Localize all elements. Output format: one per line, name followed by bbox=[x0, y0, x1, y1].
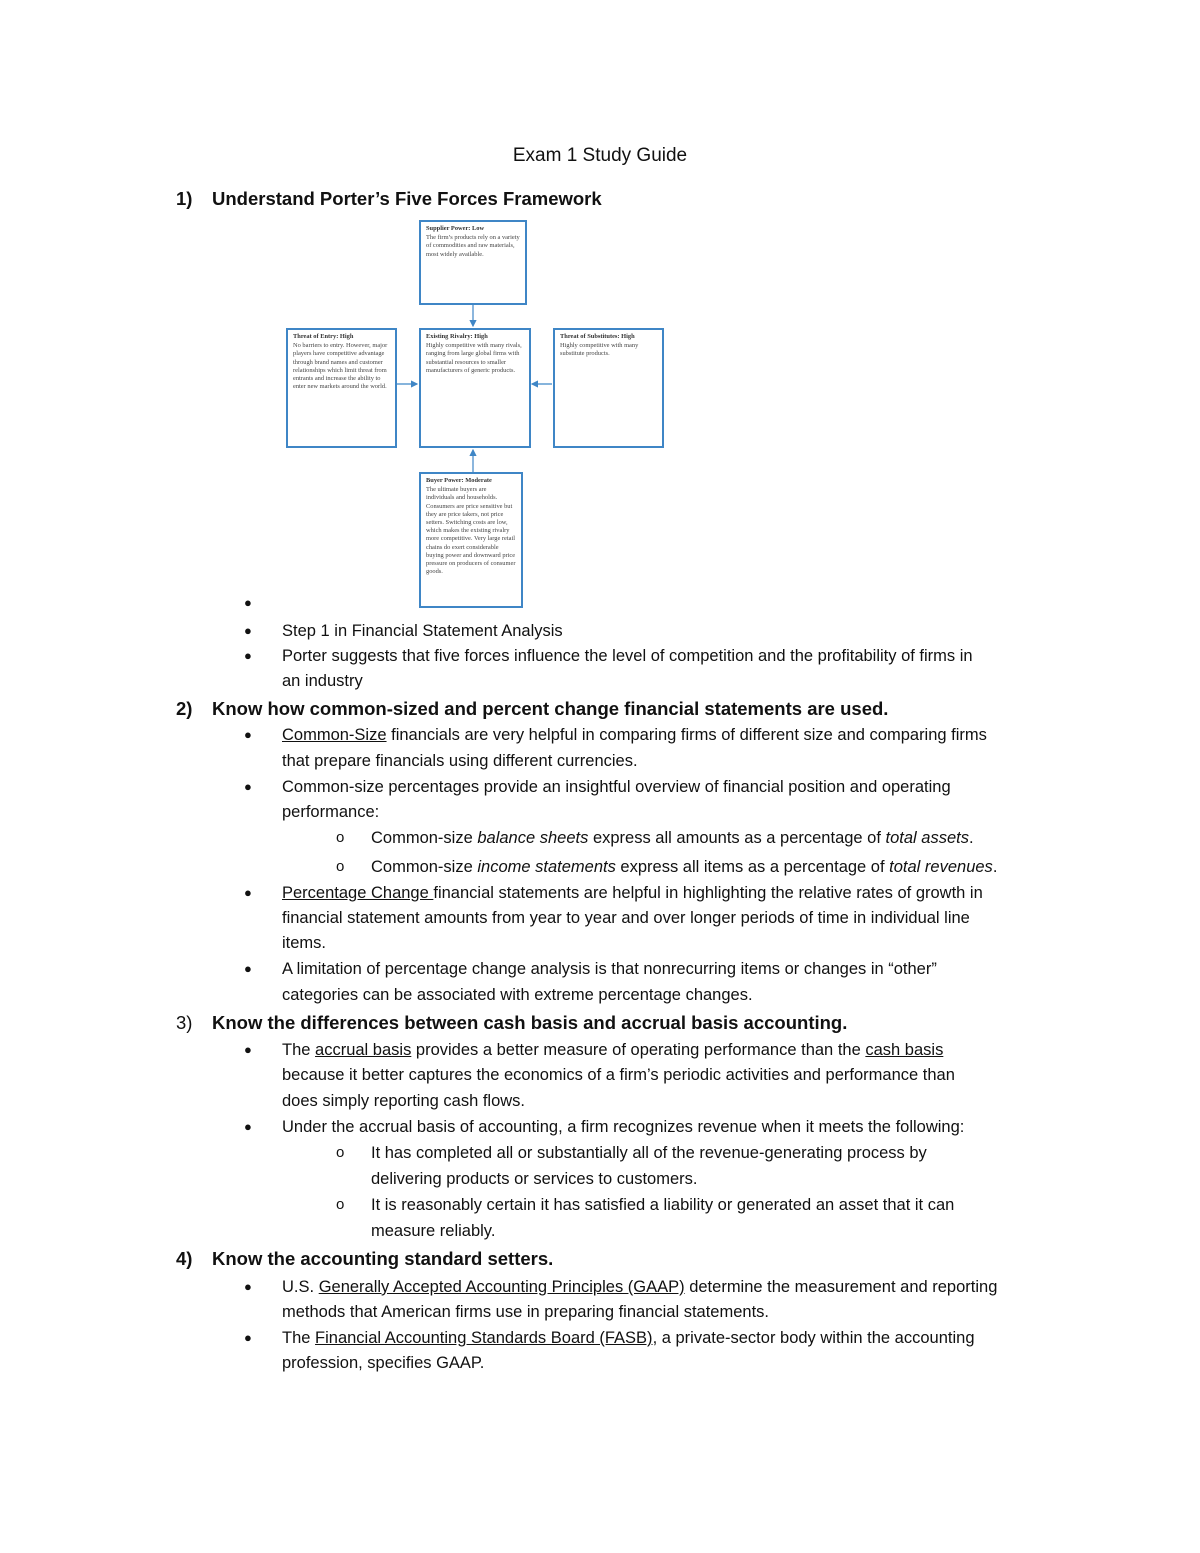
bullet-glyph: ● bbox=[244, 961, 252, 976]
bullet-glyph: ● bbox=[244, 623, 252, 638]
bullet-glyph: ● bbox=[244, 1042, 252, 1057]
bullet-glyph: ● bbox=[244, 595, 252, 610]
term-percentage-change: Percentage Change bbox=[282, 884, 434, 902]
section-title: Understand Porter’s Five Forces Framework bbox=[212, 188, 602, 209]
term-cash-basis: cash basis bbox=[865, 1041, 944, 1059]
buyer-power-text: The ultimate buyers are individuals and households. Consumers are price sensitive but they are price takers, not price setters. Switching costs are low, which makes the existing rivalry more competitive. Very large retail chains do exert considerable buying power and downward price pressure on producers of consumer goods. bbox=[426, 486, 516, 576]
bullet-glyph: ● bbox=[244, 727, 252, 742]
list-item bbox=[282, 724, 987, 746]
list-item: Under the accrual basis of accounting, a firm recognizes revenue when it meets the following: bbox=[282, 1118, 965, 1136]
supplier-power-text: The firm’s products rely on a variety of commodities and raw materials, most widely available. bbox=[426, 234, 520, 258]
text: determine the measurement and reporting bbox=[684, 1278, 998, 1296]
term-income-statements: income statements bbox=[477, 858, 616, 876]
supplier-power-box bbox=[419, 220, 527, 305]
term-total-revenues: total revenues bbox=[889, 858, 993, 876]
section-number: 4) bbox=[176, 1248, 193, 1269]
term-gaap: Generally Accepted Accounting Principles (GAAP) bbox=[318, 1278, 685, 1296]
text: , a private-sector body within the accounting bbox=[652, 1329, 975, 1347]
sub-list-item-continuation: measure reliably. bbox=[371, 1222, 496, 1240]
section-1-heading bbox=[176, 187, 602, 211]
list-item-continuation: profession, specifies GAAP. bbox=[282, 1354, 485, 1372]
bullet-glyph: ● bbox=[244, 648, 252, 663]
term-total-assets: total assets bbox=[885, 829, 969, 847]
bullet-glyph: ● bbox=[244, 1279, 252, 1294]
list-item-text: financial statements are helpful in highlighting the relative rates of growth in bbox=[433, 884, 983, 902]
list-item bbox=[282, 1039, 943, 1061]
bullet-glyph: ● bbox=[244, 779, 252, 794]
existing-rivalry-text: Highly competitive with many rivals, ranging from large global firms with substantial resources to smaller manufacturers of generic products. bbox=[426, 342, 522, 374]
page-title: Exam 1 Study Guide bbox=[512, 145, 688, 166]
section-title: Know the differences between cash basis and accrual basis accounting. bbox=[212, 1012, 848, 1033]
list-item-continuation: that prepare financials using different currencies. bbox=[282, 752, 638, 770]
section-title: Know how common-sized and percent change financial statements are used. bbox=[212, 698, 889, 719]
existing-rivalry-title: Existing Rivalry: High bbox=[426, 333, 488, 340]
term-common-size: Common-Size bbox=[282, 726, 387, 744]
section-title: Know the accounting standard setters. bbox=[212, 1248, 554, 1269]
buyer-power-box bbox=[419, 472, 523, 608]
sub-bullet-glyph: o bbox=[336, 858, 345, 875]
section-2-heading bbox=[176, 697, 888, 721]
sub-bullet-glyph: o bbox=[336, 1144, 345, 1161]
threat-of-substitutes-text: Highly competitive with many substitute products. bbox=[560, 342, 639, 358]
sub-bullet-glyph: o bbox=[336, 1196, 345, 1213]
sub-list-item bbox=[371, 856, 997, 878]
text: . bbox=[992, 858, 998, 876]
section-number: 1) bbox=[176, 188, 193, 209]
text: Common-size bbox=[371, 858, 478, 876]
list-item: A limitation of percentage change analysis is that nonrecurring items or changes in “other” bbox=[282, 960, 937, 978]
list-item bbox=[282, 1276, 997, 1298]
text: . bbox=[969, 829, 974, 847]
term-balance-sheets: balance sheets bbox=[477, 829, 589, 847]
list-item-text: financials are very helpful in comparing firms of different size and comparing firms bbox=[386, 726, 987, 744]
list-item bbox=[282, 1327, 975, 1349]
list-item-continuation: items. bbox=[282, 934, 327, 952]
list-item: Porter suggests that five forces influence the level of competition and the profitability of firms in bbox=[282, 647, 973, 665]
existing-rivalry-box bbox=[419, 328, 531, 448]
section-number: 3) bbox=[176, 1012, 193, 1033]
section-3-heading bbox=[176, 1011, 847, 1035]
buyer-power-title: Buyer Power: Moderate bbox=[426, 477, 492, 484]
threat-of-entry-box bbox=[286, 328, 397, 448]
term-accrual-basis: accrual basis bbox=[315, 1041, 412, 1059]
list-item-continuation: does simply reporting cash flows. bbox=[282, 1092, 526, 1110]
text: express all items as a percentage of bbox=[615, 858, 890, 876]
list-item: Common-size percentages provide an insightful overview of financial position and operating bbox=[282, 778, 951, 796]
threat-of-substitutes-box bbox=[553, 328, 664, 448]
list-item-continuation: performance: bbox=[282, 803, 380, 821]
sub-list-item bbox=[371, 827, 974, 849]
list-item-continuation: because it better captures the economics of a firm’s periodic activities and performance than bbox=[282, 1066, 955, 1084]
section-4-heading bbox=[176, 1247, 553, 1271]
bullet-glyph: ● bbox=[244, 1119, 252, 1134]
text: express all amounts as a percentage of bbox=[588, 829, 886, 847]
sub-list-item: It has completed all or substantially all of the revenue-generating process by bbox=[371, 1144, 927, 1162]
section-number: 2) bbox=[176, 698, 193, 719]
threat-of-substitutes-title: Threat of Substitutes: High bbox=[560, 333, 635, 340]
text: The bbox=[282, 1329, 316, 1347]
list-item-continuation: methods that American firms use in preparing financial statements. bbox=[282, 1303, 769, 1321]
bullet-glyph: ● bbox=[244, 885, 252, 900]
text: provides a better measure of operating performance than the bbox=[411, 1041, 866, 1059]
threat-of-entry-text: No barriers to entry. However, major players have competitive advantage through brand names and customer relationships which limit threat from entrants and increase the ability to enter new markets around the world. bbox=[293, 342, 388, 391]
text: The bbox=[282, 1041, 316, 1059]
sub-list-item: It is reasonably certain it has satisfied a liability or generated an asset that it can bbox=[371, 1196, 955, 1214]
list-item: Step 1 in Financial Statement Analysis bbox=[282, 622, 563, 640]
threat-of-entry-title: Threat of Entry: High bbox=[293, 333, 354, 340]
list-item-continuation: an industry bbox=[282, 672, 363, 690]
sub-bullet-glyph: o bbox=[336, 829, 345, 846]
list-item-continuation: categories can be associated with extreme percentage changes. bbox=[282, 986, 753, 1004]
term-fasb: Financial Accounting Standards Board (FASB) bbox=[315, 1329, 653, 1347]
five-forces-diagram bbox=[280, 220, 670, 612]
bullet-glyph: ● bbox=[244, 1330, 252, 1345]
supplier-power-title: Supplier Power: Low bbox=[426, 225, 485, 232]
sub-list-item-continuation: delivering products or services to customers. bbox=[371, 1170, 698, 1188]
text: U.S. bbox=[282, 1278, 319, 1296]
list-item-continuation: financial statement amounts from year to year and over longer periods of time in individual line bbox=[282, 909, 970, 927]
text: Common-size bbox=[371, 829, 478, 847]
list-item bbox=[282, 882, 983, 904]
